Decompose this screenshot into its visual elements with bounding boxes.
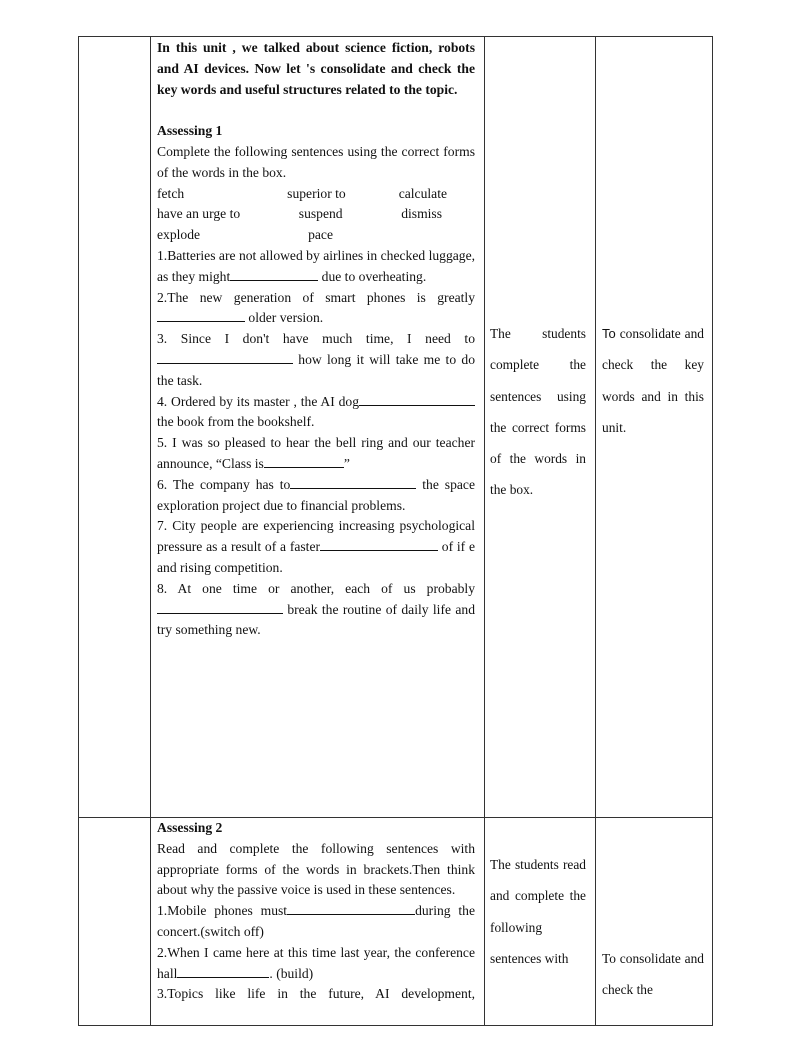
assessing-2-heading: Assessing 2 bbox=[157, 820, 223, 835]
sentence-8: 8. At one time or another, each of us probably break the routine of daily life and try something new. bbox=[157, 580, 476, 638]
sentence-5: 5. I was so pleased to hear the bell ring and our teacher announce, “Class is ” bbox=[157, 435, 475, 471]
answer-blank[interactable] bbox=[157, 351, 293, 364]
word-pace: pace bbox=[308, 227, 333, 243]
word-explode: explode bbox=[157, 227, 201, 243]
assessing-1-purpose: To consolidate and check the key words and in this unit. bbox=[602, 326, 704, 435]
assessing-1-heading: Assessing 1 bbox=[157, 123, 223, 139]
column-divider bbox=[484, 37, 485, 1025]
word-suspend: suspend bbox=[298, 206, 343, 222]
word-dismiss: dismiss bbox=[401, 206, 442, 222]
sentence-6: 6. The company has to the space exploration project due to financial problems. bbox=[157, 476, 475, 513]
word-fetch: fetch bbox=[157, 185, 185, 201]
answer-blank[interactable] bbox=[157, 309, 245, 322]
answer-blank[interactable] bbox=[157, 601, 283, 614]
answer-blank[interactable] bbox=[320, 538, 438, 551]
assessing-2-instruction: Read and complete the following sentences with appropriate forms of the words in brackets.Then think about why the passive voice is used in these sentences. bbox=[157, 840, 475, 898]
assessing-2-purpose: To consolidate and check the bbox=[602, 951, 704, 998]
sentence-4: 4. Ordered by its master , the AI dog the book from the bookshelf. bbox=[157, 392, 475, 434]
sentence-2-2: 2.When I came here at this time last year, the conference hall . (build) bbox=[157, 944, 475, 981]
assessing-1-instruction: Complete the following sentences using the correct forms of the words in the box. bbox=[157, 143, 475, 180]
word-box-row bbox=[157, 204, 475, 225]
answer-blank[interactable] bbox=[287, 902, 415, 915]
answer-blank[interactable] bbox=[359, 393, 475, 406]
word-superior-to: superior to bbox=[287, 185, 346, 201]
column-divider bbox=[595, 37, 596, 1025]
sentence-2-1: 1.Mobile phones must during the concert.(switch off) bbox=[157, 903, 476, 939]
word-box-row bbox=[157, 225, 475, 246]
word-have-an-urge-to: have an urge to bbox=[157, 206, 241, 222]
answer-blank[interactable] bbox=[290, 476, 416, 489]
answer-blank[interactable] bbox=[177, 965, 269, 978]
sentence-7: 7. City people are experiencing increasing psychological pressure as a result of a faster of if e and rising competition. bbox=[157, 518, 475, 575]
column-divider bbox=[150, 37, 151, 1025]
answer-blank[interactable] bbox=[264, 455, 344, 468]
assessing-1-activity: The students complete the sentences using the correct forms of the words in the box. bbox=[490, 326, 586, 498]
answer-blank[interactable] bbox=[230, 268, 318, 281]
assessing-2-activity: The students read and complete the following sentences with bbox=[490, 857, 586, 966]
word-box bbox=[157, 184, 475, 246]
sentence-3: 3. Since I don't have much time, I need to how long it will take me to do the task. bbox=[157, 331, 476, 388]
word-box-row bbox=[157, 184, 475, 205]
sentence-2-3: 3.Topics like life in the future, AI development, bbox=[157, 986, 475, 1002]
sentence-2: 2.The new generation of smart phones is greatly older version. bbox=[157, 289, 475, 326]
assessing-2-content bbox=[157, 818, 475, 1005]
unit-intro: In this unit , we talked about science fiction, robots and AI devices. Now let 's consolidate and check the key words and useful structures related to the topic. bbox=[157, 40, 475, 97]
word-calculate: calculate bbox=[398, 185, 447, 201]
assessing-1-content bbox=[157, 38, 475, 641]
sentence-1: 1.Batteries are not allowed by airlines in checked luggage, as they might due to overheating. bbox=[157, 247, 475, 284]
